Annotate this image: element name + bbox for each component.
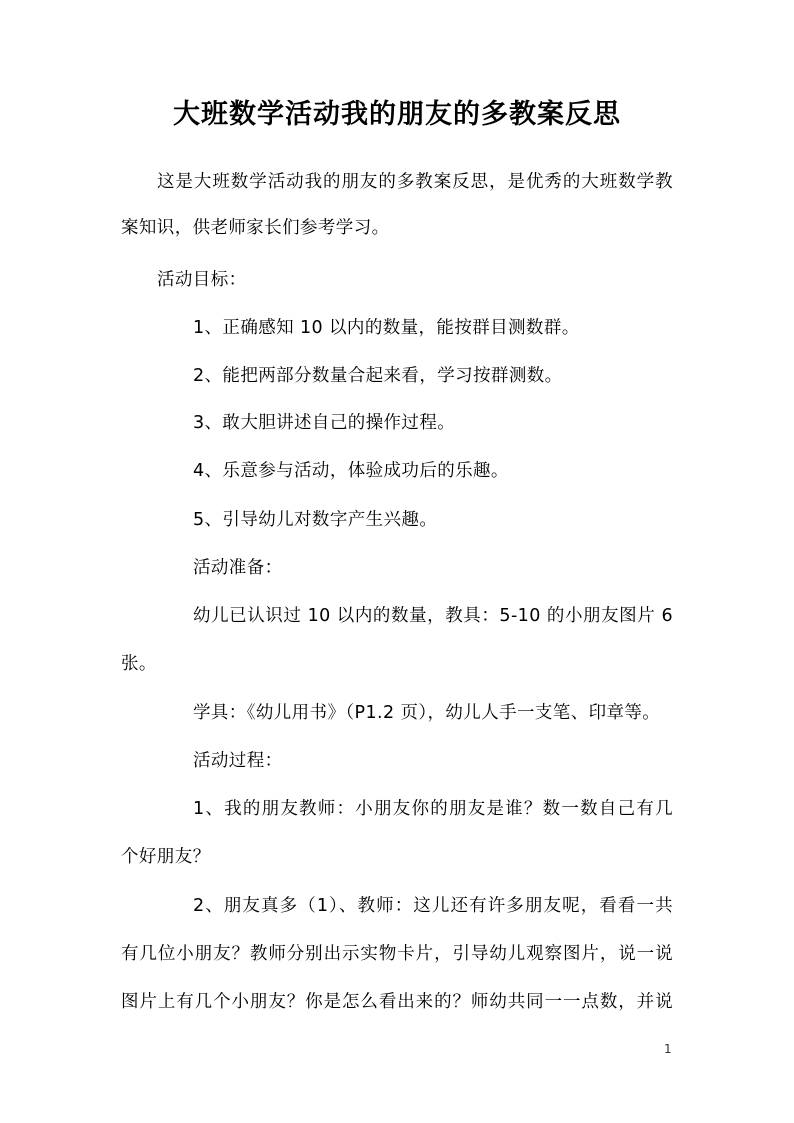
paragraph-line: 这是大班数学活动我的朋友的多教案反思，是优秀的大班数学教 bbox=[157, 172, 673, 192]
paragraph-line: 个好朋友？ bbox=[121, 847, 211, 867]
paragraph-line: 学具：《幼儿用书》（P1.2 页），幼儿人手一支笔、印章等。 bbox=[193, 703, 661, 723]
paragraph-line: 幼儿已认识过 10 以内的数量，教具：5-10 的小朋友图片 6 bbox=[193, 606, 673, 626]
page-number: 1 bbox=[664, 1042, 672, 1056]
list-item: 2、能把两部分数量合起来看，学习按群测数。 bbox=[193, 366, 563, 386]
paragraph-line: 2、朋友真多（1）、教师：这儿还有许多朋友呢，看看一共 bbox=[193, 896, 673, 916]
paragraph-line: 有几位小朋友？教师分别出示实物卡片，引导幼儿观察图片，说一说 bbox=[121, 944, 673, 964]
list-item: 1、正确感知 10 以内的数量，能按群目测数群。 bbox=[193, 318, 580, 338]
list-item: 4、乐意参与活动，体验成功后的乐趣。 bbox=[193, 461, 509, 481]
document-title: 大班数学活动我的朋友的多教案反思 bbox=[173, 99, 621, 130]
paragraph-line: 张。 bbox=[121, 654, 157, 674]
section-heading: 活动目标： bbox=[157, 270, 247, 290]
section-heading: 活动准备： bbox=[193, 558, 283, 578]
paragraph-line: 图片上有几个小朋友？你是怎么看出来的？师幼共同一一点数，并说 bbox=[121, 992, 673, 1012]
list-item: 3、敢大胆讲述自己的操作过程。 bbox=[193, 413, 456, 433]
paragraph-line: 1、我的朋友教师：小朋友你的朋友是谁？数一数自己有几 bbox=[193, 799, 673, 819]
section-heading: 活动过程： bbox=[193, 751, 283, 771]
list-item: 5、引导幼儿对数字产生兴趣。 bbox=[193, 510, 438, 530]
paragraph-line: 案知识，供老师家长们参考学习。 bbox=[121, 218, 390, 238]
